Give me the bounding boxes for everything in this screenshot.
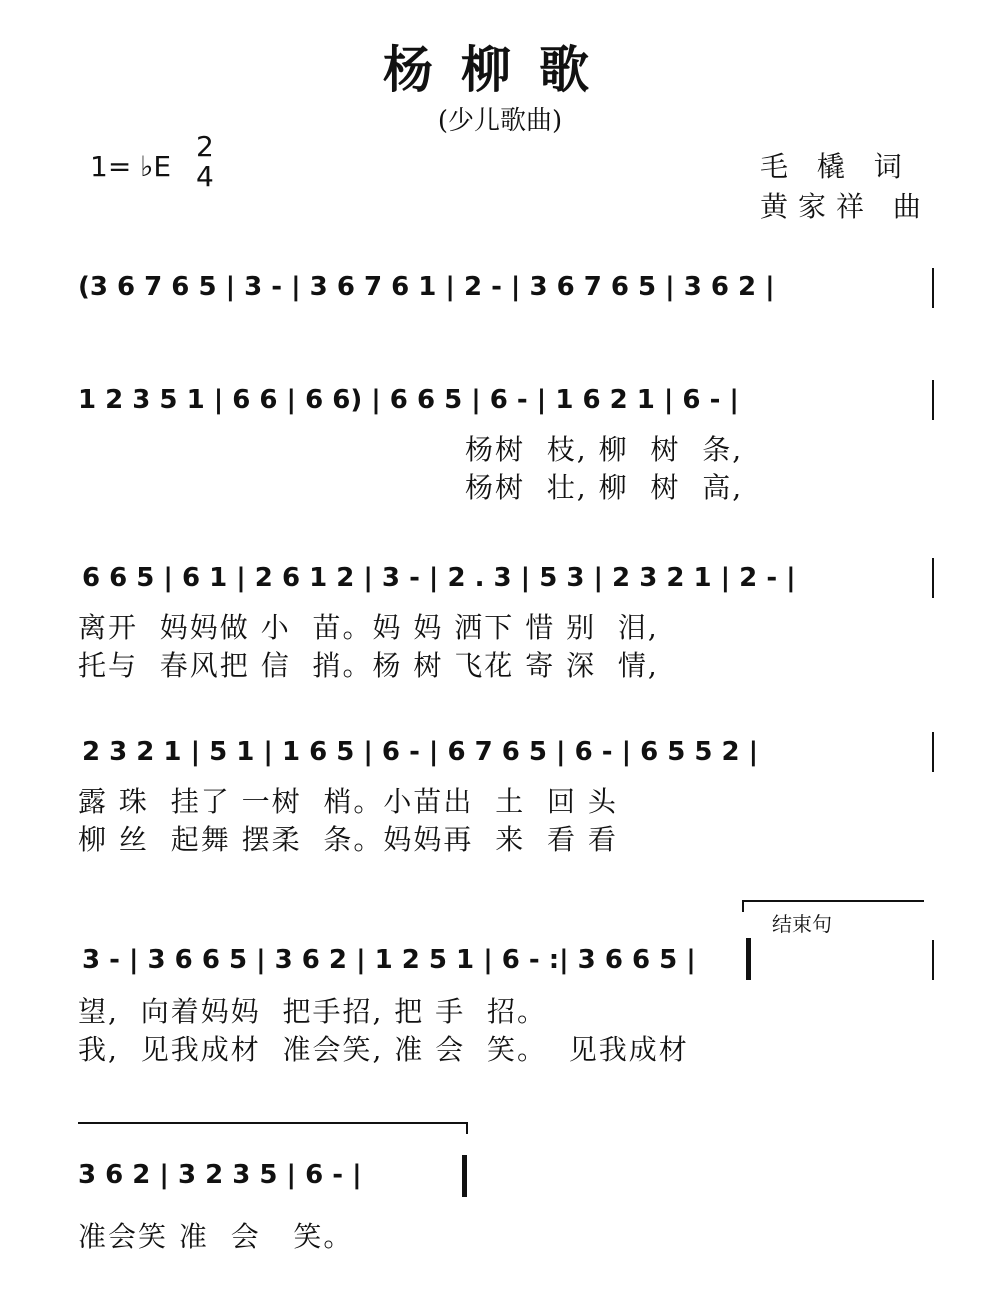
score-row-5-notes: 3 - | 3 6 6 5 | 3 6 2 | 1 2 5 1 | 6 - :| 3 6 6 5 | [82, 945, 696, 975]
song-subtitle: (少儿歌曲) [437, 106, 563, 136]
row-3-lyric-verse-1: 离开 妈妈做 小 苗。妈 妈 洒下 惜 别 泪, [78, 611, 659, 644]
repeat-end-barline [746, 938, 751, 980]
ending-label: 结束句 [772, 912, 832, 936]
time-signature-top: 2 [196, 130, 214, 163]
row-2-lyric-verse-1: 杨树 枝, 柳 树 条, [465, 433, 744, 466]
lyricist-credit: 毛 橇 词 [760, 150, 912, 183]
row-4-lyric-verse-1: 露 珠 挂了 一树 梢。小苗出 土 回 头 [78, 785, 618, 818]
time-signature-bottom: 4 [196, 160, 214, 193]
row-5-lyric-verse-2: 我, 见我成材 准会笑, 准 会 笑。 见我成材 [78, 1033, 689, 1066]
time-signature [196, 132, 214, 192]
row-2-lyric-verse-2: 杨树 壮, 柳 树 高, [465, 471, 744, 504]
song-title: 杨柳歌 [383, 40, 617, 99]
row-1-end-barline [932, 268, 934, 308]
key-signature: 1= ♭E [90, 150, 172, 183]
score-row-1-notes: (3 6 7 6 5 | 3 - | 3 6 7 6 1 | 2 - | 3 6 7 6 5 | 3 6 2 | [78, 272, 775, 302]
row-3-lyric-verse-2: 托与 春风把 信 捎。杨 树 飞花 寄 深 情, [78, 649, 659, 682]
row-2-end-barline [932, 380, 934, 420]
ending-bracket [742, 900, 924, 912]
row-5-end-barline [932, 940, 934, 980]
row-4-end-barline [932, 732, 934, 772]
composer-credit: 黄家祥 曲 [760, 190, 931, 223]
score-row-3-notes: 6 6 5 | 6 1 | 2 6 1 2 | 3 - | 2 . 3 | 5 3 | 2 3 2 1 | 2 - | [82, 563, 796, 593]
score-row-6-notes: 3 6 2 | 3 2 3 5 | 6 - | [78, 1160, 362, 1190]
score-row-2-notes: 1 2 3 5 1 | 6 6 | 6 6) | 6 6 5 | 6 - | 1 6 2 1 | 6 - | [78, 385, 739, 415]
final-ending-bracket [78, 1122, 468, 1134]
row-6-lyric: 准会笑 准 会 笑。 [78, 1220, 354, 1253]
row-5-lyric-verse-1: 望, 向着妈妈 把手招, 把 手 招。 [78, 995, 548, 1028]
row-4-lyric-verse-2: 柳 丝 起舞 摆柔 条。妈妈再 来 看 看 [78, 823, 618, 856]
score-row-4-notes: 2 3 2 1 | 5 1 | 1 6 5 | 6 - | 6 7 6 5 | 6 - | 6 5 5 2 | [82, 737, 759, 767]
row-3-end-barline [932, 558, 934, 598]
final-barline [462, 1155, 467, 1197]
